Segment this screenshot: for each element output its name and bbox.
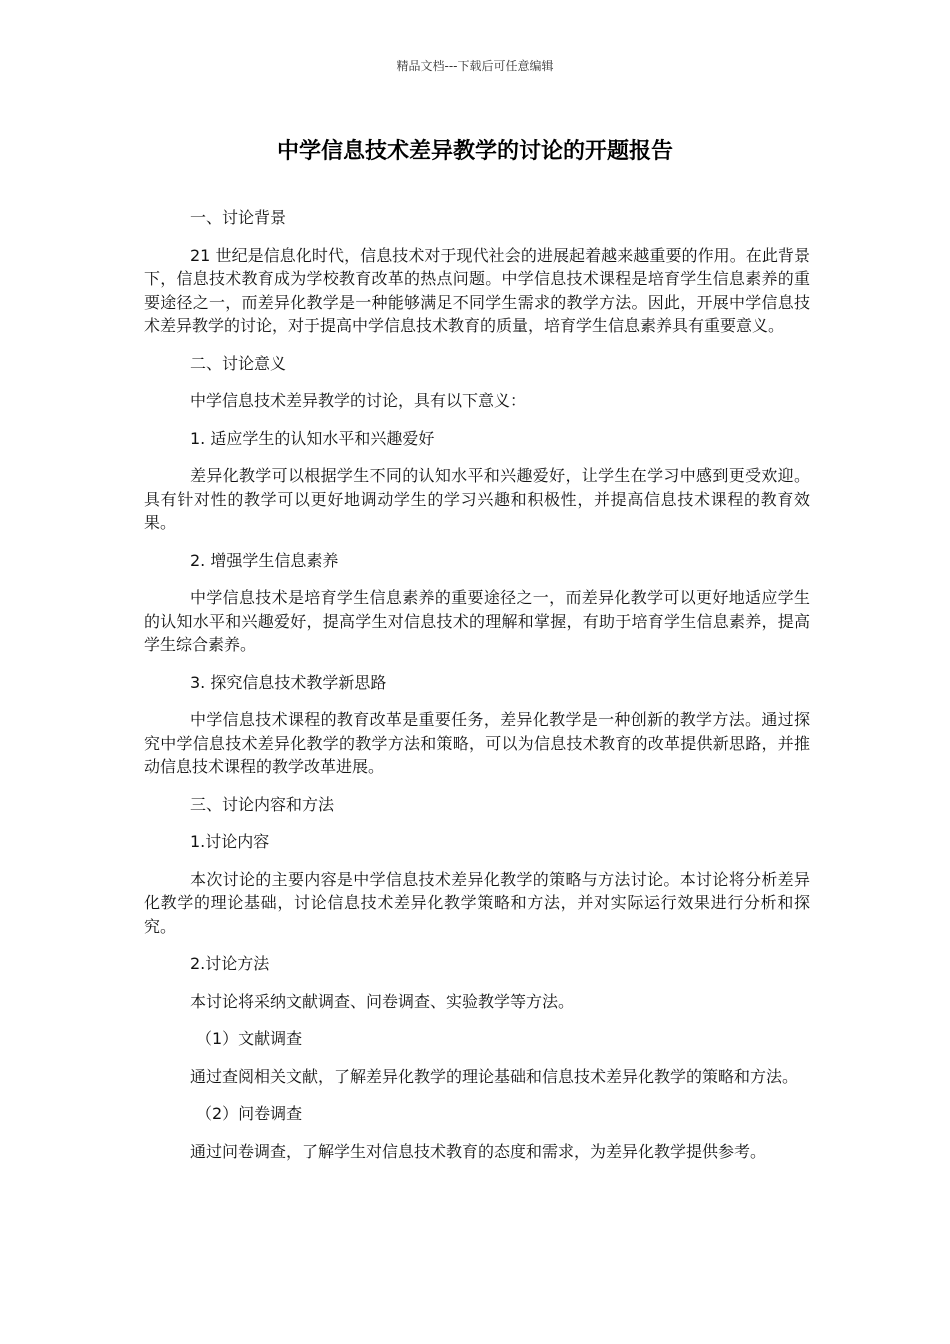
paragraph: 通过查阅相关文献，了解差异化教学的理论基础和信息技术差异化教学的策略和方法。 (190, 1066, 799, 1086)
subsection-heading: 1.讨论内容 (190, 832, 270, 851)
subsection-heading: 1. 适应学生的认知水平和兴趣爱好 (190, 428, 435, 448)
section-heading: 一、讨论背景 (190, 208, 287, 227)
page-header-note: 精品文档---下载后可任意编辑 (396, 59, 554, 73)
method-item-heading: （1）文献调查 (196, 1029, 303, 1048)
paragraph: 21 世纪是信息化时代，信息技术对于现代社会的进展起着越来越重要的作用。在此背景下，信息技术教育成为学校教育改革的热点问题。中学信息技术课程是培育学生信息素养的重要途径之一，而差异化教学是一种能够满足不同学生需求的教学方法。因此，开展中学信息技术差异教学的讨论，对于提高中学信息技术教育的质量，培育学生信息素养具有重要意义。 (144, 245, 810, 335)
paragraph: 通过问卷调查，了解学生对信息技术教育的态度和需求，为差异化教学提供参考。 (190, 1141, 767, 1161)
section-heading: 二、讨论意义 (190, 353, 287, 373)
paragraph: 本讨论将采纳文献调查、问卷调查、实验教学等方法。 (190, 991, 575, 1011)
paragraph: 中学信息技术差异教学的讨论，具有以下意义： (190, 391, 527, 410)
document-title: 中学信息技术差异教学的讨论的开题报告 (276, 139, 673, 164)
subsection-heading: 3. 探究信息技术教学新思路 (190, 672, 387, 692)
paragraph: 差异化教学可以根据学生不同的认知水平和兴趣爱好，让学生在学习中感到更受欢迎。具有针对性的教学可以更好地调动学生的学习兴趣和积极性，并提高信息技术课程的教育效果。 (144, 466, 810, 532)
document-body (144, 206, 810, 1177)
section-heading: 三、讨论内容和方法 (190, 794, 335, 814)
subsection-heading: 2. 增强学生信息素养 (190, 550, 339, 570)
method-item-heading: （2）问卷调查 (196, 1104, 303, 1123)
paragraph: 本次讨论的主要内容是中学信息技术差异化教学的策略与方法讨论。本讨论将分析差异化教学的理论基础，讨论信息技术差异化教学策略和方法，并对实际运行效果进行分析和探究。 (144, 869, 810, 936)
paragraph: 中学信息技术课程的教育改革是重要任务，差异化教学是一种创新的教学方法。通过探究中学信息技术差异化教学的教学方法和策略，可以为信息技术教育的改革提供新思路，并推动信息技术课程的教学改革进展。 (144, 710, 810, 776)
paragraph: 中学信息技术是培育学生信息素养的重要途径之一，而差异化教学可以更好地适应学生的认知水平和兴趣爱好，提高学生对信息技术的理解和掌握，有助于培育学生信息素养，提高学生综合素养。 (144, 588, 810, 654)
subsection-heading: 2.讨论方法 (190, 954, 270, 973)
